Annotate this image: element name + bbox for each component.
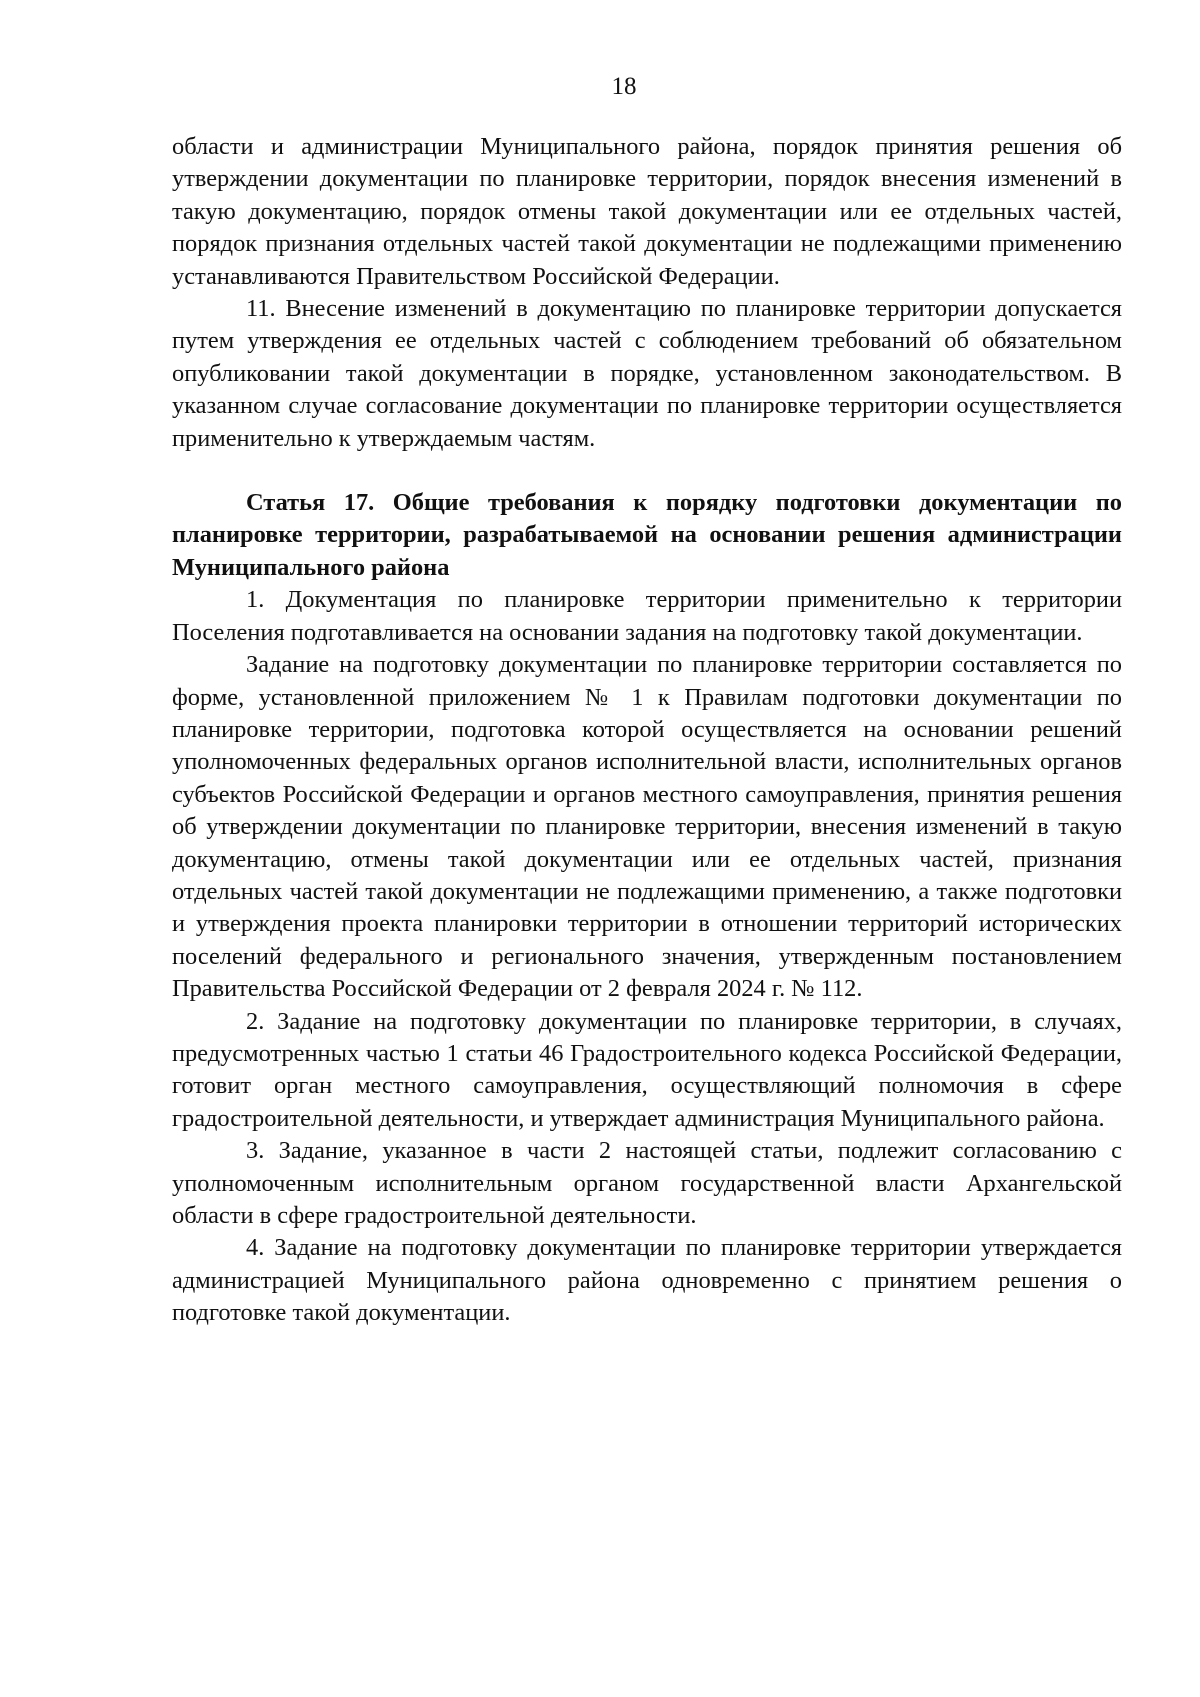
- article-17-heading: Статья 17. Общие требования к порядку подготовки документации по планировке территории, разрабатываемой на основании решения администрации Муниципального района: [172, 489, 1122, 581]
- article-17-item-2: 2. Задание на подготовку документации по планировке территории, в случаях, предусмотренных частью 1 статьи 46 Градостроительного кодекса Российской Федерации, готовит орган местного самоуправления, осуществляющий полномочия в сфере градостроительной деятельности, и утверждает администрация Муниципального района.: [172, 1007, 1122, 1132]
- article-17-task-form-paragraph: Задание на подготовку документации по планировке территории составляется по форме, установленной приложением № 1 к Правилам подготовки документации по планировке территории, подготовка которой осуществляется на основании решений уполномоченных федеральных органов исполнительной власти, исполнительных органов субъектов Российской Федерации и органов местного самоуправления, принятия решения об утверждении документации по планировке территории, внесения изменений в такую документацию, отмены такой документации или ее отдельных частей, признания отдельных частей такой документации не подлежащими применению, а также подготовки и утверждения проекта планировки территории в отношении территорий исторических поселений федерального и регионального значения, утвержденным постановлением Правительства Российской Федерации от 2 февраля 2024 г. № 112.: [172, 651, 1122, 1003]
- article-17-item-3: 3. Задание, указанное в части 2 настоящей статьи, подлежит согласованию с уполномоченным исполнительным органом государственной власти Архангельской области в сфере градостроительной деятельности.: [172, 1137, 1122, 1229]
- page-body: [172, 131, 1122, 1330]
- article-17-item-1: 1. Документация по планировке территории применительно к территории Поселения подготавливается на основании задания на подготовку такой документации.: [172, 586, 1122, 646]
- paragraph-continuation: области и администрации Муниципального района, порядок принятия решения об утверждении документации по планировке территории, порядок внесения изменений в такую документацию, порядок отмены такой документации или ее отдельных частей, порядок признания отдельных частей такой документации не подлежащими применению устанавливаются Правительством Российской Федерации.: [172, 133, 1122, 290]
- paragraph-item-11: 11. Внесение изменений в документацию по планировке территории допускается путем утверждения ее отдельных частей с соблюдением требований об обязательном опубликовании такой документации в порядке, установленном законодательством. В указанном случае согласование документации по планировке территории осуществляется применительно к утверждаемым частям.: [172, 295, 1122, 452]
- page-number: 18: [611, 73, 637, 100]
- article-17-item-4: 4. Задание на подготовку документации по планировке территории утверждается администрацией Муниципального района одновременно с принятием решения о подготовке такой документации.: [172, 1234, 1122, 1327]
